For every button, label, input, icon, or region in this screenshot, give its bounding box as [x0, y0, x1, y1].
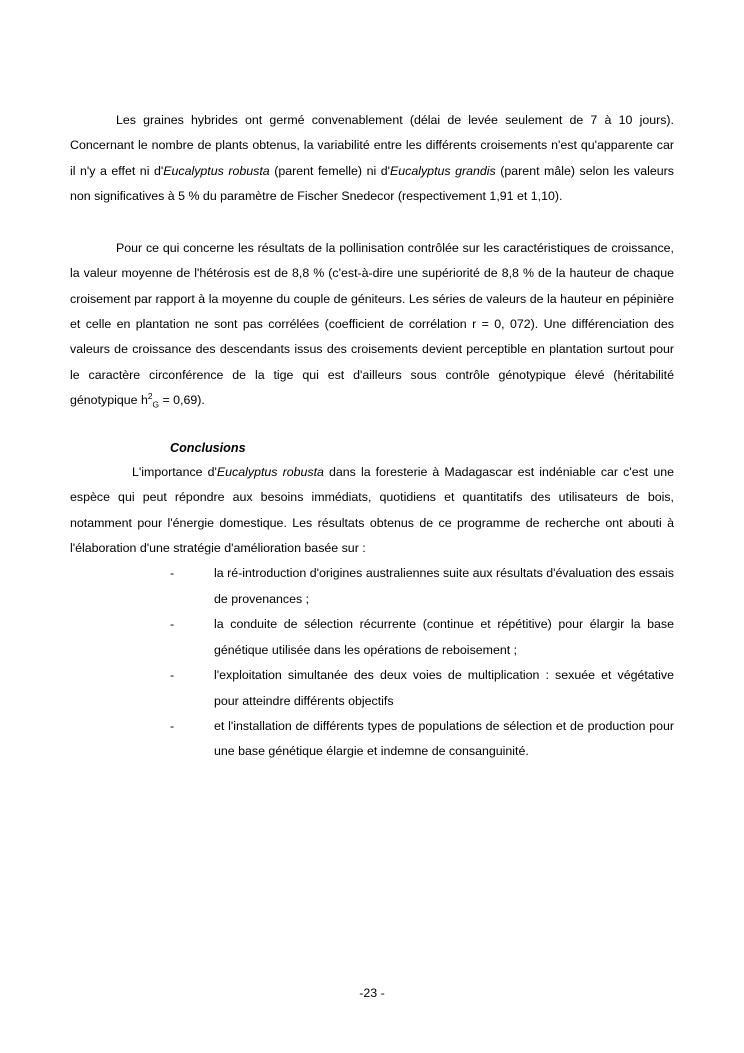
list-item-text: la conduite de sélection récurrente (continue et répétitive) pour élargir la base génétique utilisée dans les opérations de reboisement ; — [214, 617, 674, 657]
text-run: dans la foresterie à Madagascar est indéniable car c'est une espèce qui peut répondre aux besoins immédiats, quotidiens et quantitatifs des utilisateurs de bois, notamment pour l'énergie domestique. Les résultats obtenus de ce programme de recherche ont abouti à l'élaboration d'une stratégie d'amélioration basée sur : — [70, 464, 674, 556]
list-item-text: la ré-introduction d'origines australiennes suite aux résultats d'évaluation des essais de provenances ; — [214, 566, 675, 606]
list-bullet-icon: - — [170, 566, 175, 581]
section-heading-block — [70, 438, 674, 458]
section-heading-conclusions: Conclusions — [170, 440, 246, 455]
strategy-list — [70, 561, 674, 764]
species-name-grandis: Eucalyptus grandis — [389, 163, 496, 178]
list-bullet-icon: - — [170, 668, 175, 683]
species-name-robusta: Eucalyptus robusta — [163, 163, 270, 178]
paragraph-spacer — [70, 210, 674, 236]
text-run: L'importance d' — [132, 464, 217, 479]
species-name-robusta-2: Eucalyptus robusta — [216, 464, 324, 479]
list-item — [170, 561, 674, 612]
list-item-text: l'exploitation simultanée des deux voies de multiplication : sexuée et végétative pour atteindre différents objectifs — [214, 668, 674, 708]
subscript-index: G — [152, 399, 160, 410]
list-item — [170, 612, 674, 663]
list-item — [170, 714, 674, 765]
paragraph-conclusion — [70, 460, 674, 562]
text-run: Pour ce qui concerne les résultats de la pollinisation contrôlée sur les caractéristiques de croissance, la valeur moyenne de l'hétérosis est de 8,8 % (c'est-à-dire une supériorité de 8,8 % de la hauteur de chaque croisement par rapport à la moyenne du couple de géniteurs. Les séries de valeurs de la hauteur en pépinière et celle en plantation ne sont pas corrélées (coefficient de corrélation r = 0, 072). Une différenciation des valeurs de croissance des descendants issus des croisements devient perceptible en plantation surtout pour le caractère circonférence de la tige qui est d'ailleurs sous contrôle génotypique élevé (héritabilité génotypique h — [70, 240, 674, 408]
list-bullet-icon: - — [170, 617, 175, 632]
list-item-text: et l'installation de différents types de populations de sélection et de production pour une base génétique élargie et indemne de consanguinité. — [214, 719, 674, 759]
paragraph-pollinisation — [70, 236, 674, 414]
text-run: = 0,69). — [159, 393, 205, 408]
paragraph-germination — [70, 108, 674, 210]
text-run: (parent femelle) ni d' — [269, 163, 390, 178]
text-run: (parent mâle) selon les valeurs non significatives à 5 % du paramètre de Fischer Snedecor (respectivement 1,91 et 1,10). — [70, 163, 674, 204]
list-item — [170, 663, 674, 714]
document-body — [70, 108, 674, 765]
page-number: -23 - — [359, 986, 385, 1000]
superscript-exponent: 2 — [147, 391, 153, 402]
text-run: Les graines hybrides ont germé convenablement (délai de levée seulement de 7 à 10 jours). Concernant le nombre de plants obtenus, la variabilité entre les différents croisements n'est qu'apparente car il n'y a effet ni d' — [70, 113, 674, 178]
list-bullet-icon: - — [170, 719, 175, 733]
